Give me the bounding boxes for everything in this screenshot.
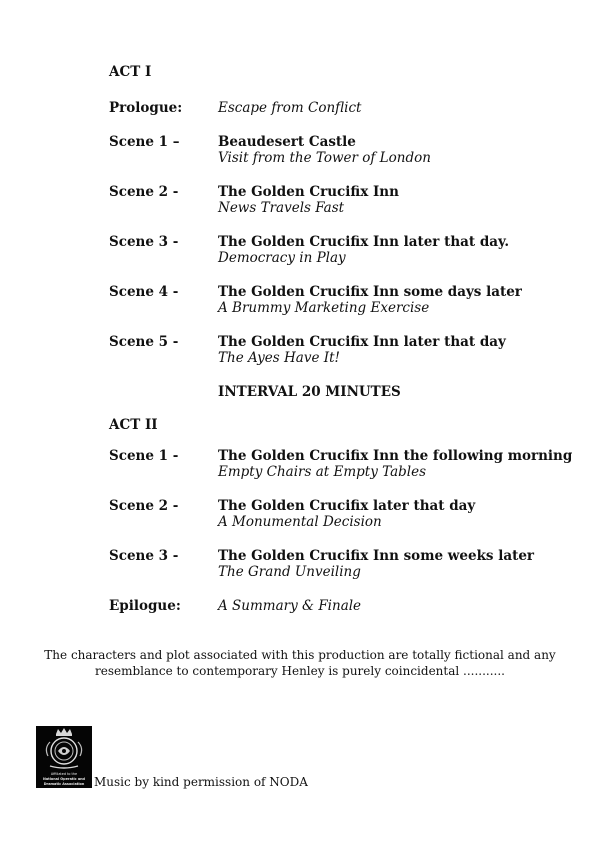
act2-scene1-title: The Golden Crucifix Inn the following morning [218, 448, 573, 464]
act-2-heading: ACT II [109, 417, 158, 433]
epilogue-subtitle: A Summary & Finale [218, 598, 362, 614]
badge-text-line-2: National Operatic and [43, 777, 85, 781]
act1-scene2-label: Scene 2 - [109, 184, 179, 200]
act1-scene1-label: Scene 1 – [109, 134, 180, 150]
act1-scene1-subtitle: Visit from the Tower of London [218, 150, 431, 166]
act1-scene2-title: The Golden Crucifix Inn [218, 184, 399, 200]
act1-scene1-title: Beaudesert Castle [218, 134, 356, 150]
prologue-label: Prologue: [109, 100, 183, 116]
music-credit: Music by kind permission of NODA [94, 775, 308, 789]
act1-scene3-subtitle: Democracy in Play [218, 250, 346, 266]
disclaimer [30, 647, 570, 679]
act1-scene2-subtitle: News Travels Fast [218, 200, 345, 216]
act1-scene5-label: Scene 5 - [109, 334, 179, 350]
act1-scene5-subtitle: The Ayes Have It! [218, 350, 340, 366]
act2-scene3-label: Scene 3 - [109, 548, 179, 564]
act2-scene1-subtitle: Empty Chairs at Empty Tables [218, 464, 426, 480]
act1-scene4-title: The Golden Crucifix Inn some days later [218, 284, 522, 300]
act1-scene5-title: The Golden Crucifix Inn later that day [218, 334, 506, 350]
disclaimer-line-2: resemblance to contemporary Henley is purely coincidental ........... [95, 664, 505, 678]
act2-scene3-title: The Golden Crucifix Inn some weeks later [218, 548, 535, 564]
noda-badge [36, 726, 92, 788]
act1-scene4-subtitle: A Brummy Marketing Exercise [218, 300, 430, 316]
epilogue-label: Epilogue: [109, 598, 181, 614]
interval-heading: INTERVAL 20 MINUTES [218, 384, 401, 400]
act-1-heading: ACT I [109, 64, 152, 80]
noda-crest-icon [36, 726, 92, 788]
act2-scene3-subtitle: The Grand Unveiling [218, 564, 361, 580]
act2-scene2-title: The Golden Crucifix later that day [218, 498, 476, 514]
act1-scene4-label: Scene 4 - [109, 284, 179, 300]
act2-scene2-subtitle: A Monumental Decision [218, 514, 382, 530]
badge-text-line-3: Dramatic Association [43, 782, 85, 786]
act2-scene1-label: Scene 1 - [109, 448, 179, 464]
prologue-subtitle: Escape from Conflict [218, 100, 362, 116]
act1-scene3-label: Scene 3 - [109, 234, 179, 250]
badge-text-line-1: Affiliated to the [50, 772, 78, 776]
disclaimer-line-1: The characters and plot associated with this production are totally fictional and any [44, 648, 556, 662]
act2-scene2-label: Scene 2 - [109, 498, 179, 514]
act1-scene3-title: The Golden Crucifix Inn later that day. [218, 234, 510, 250]
